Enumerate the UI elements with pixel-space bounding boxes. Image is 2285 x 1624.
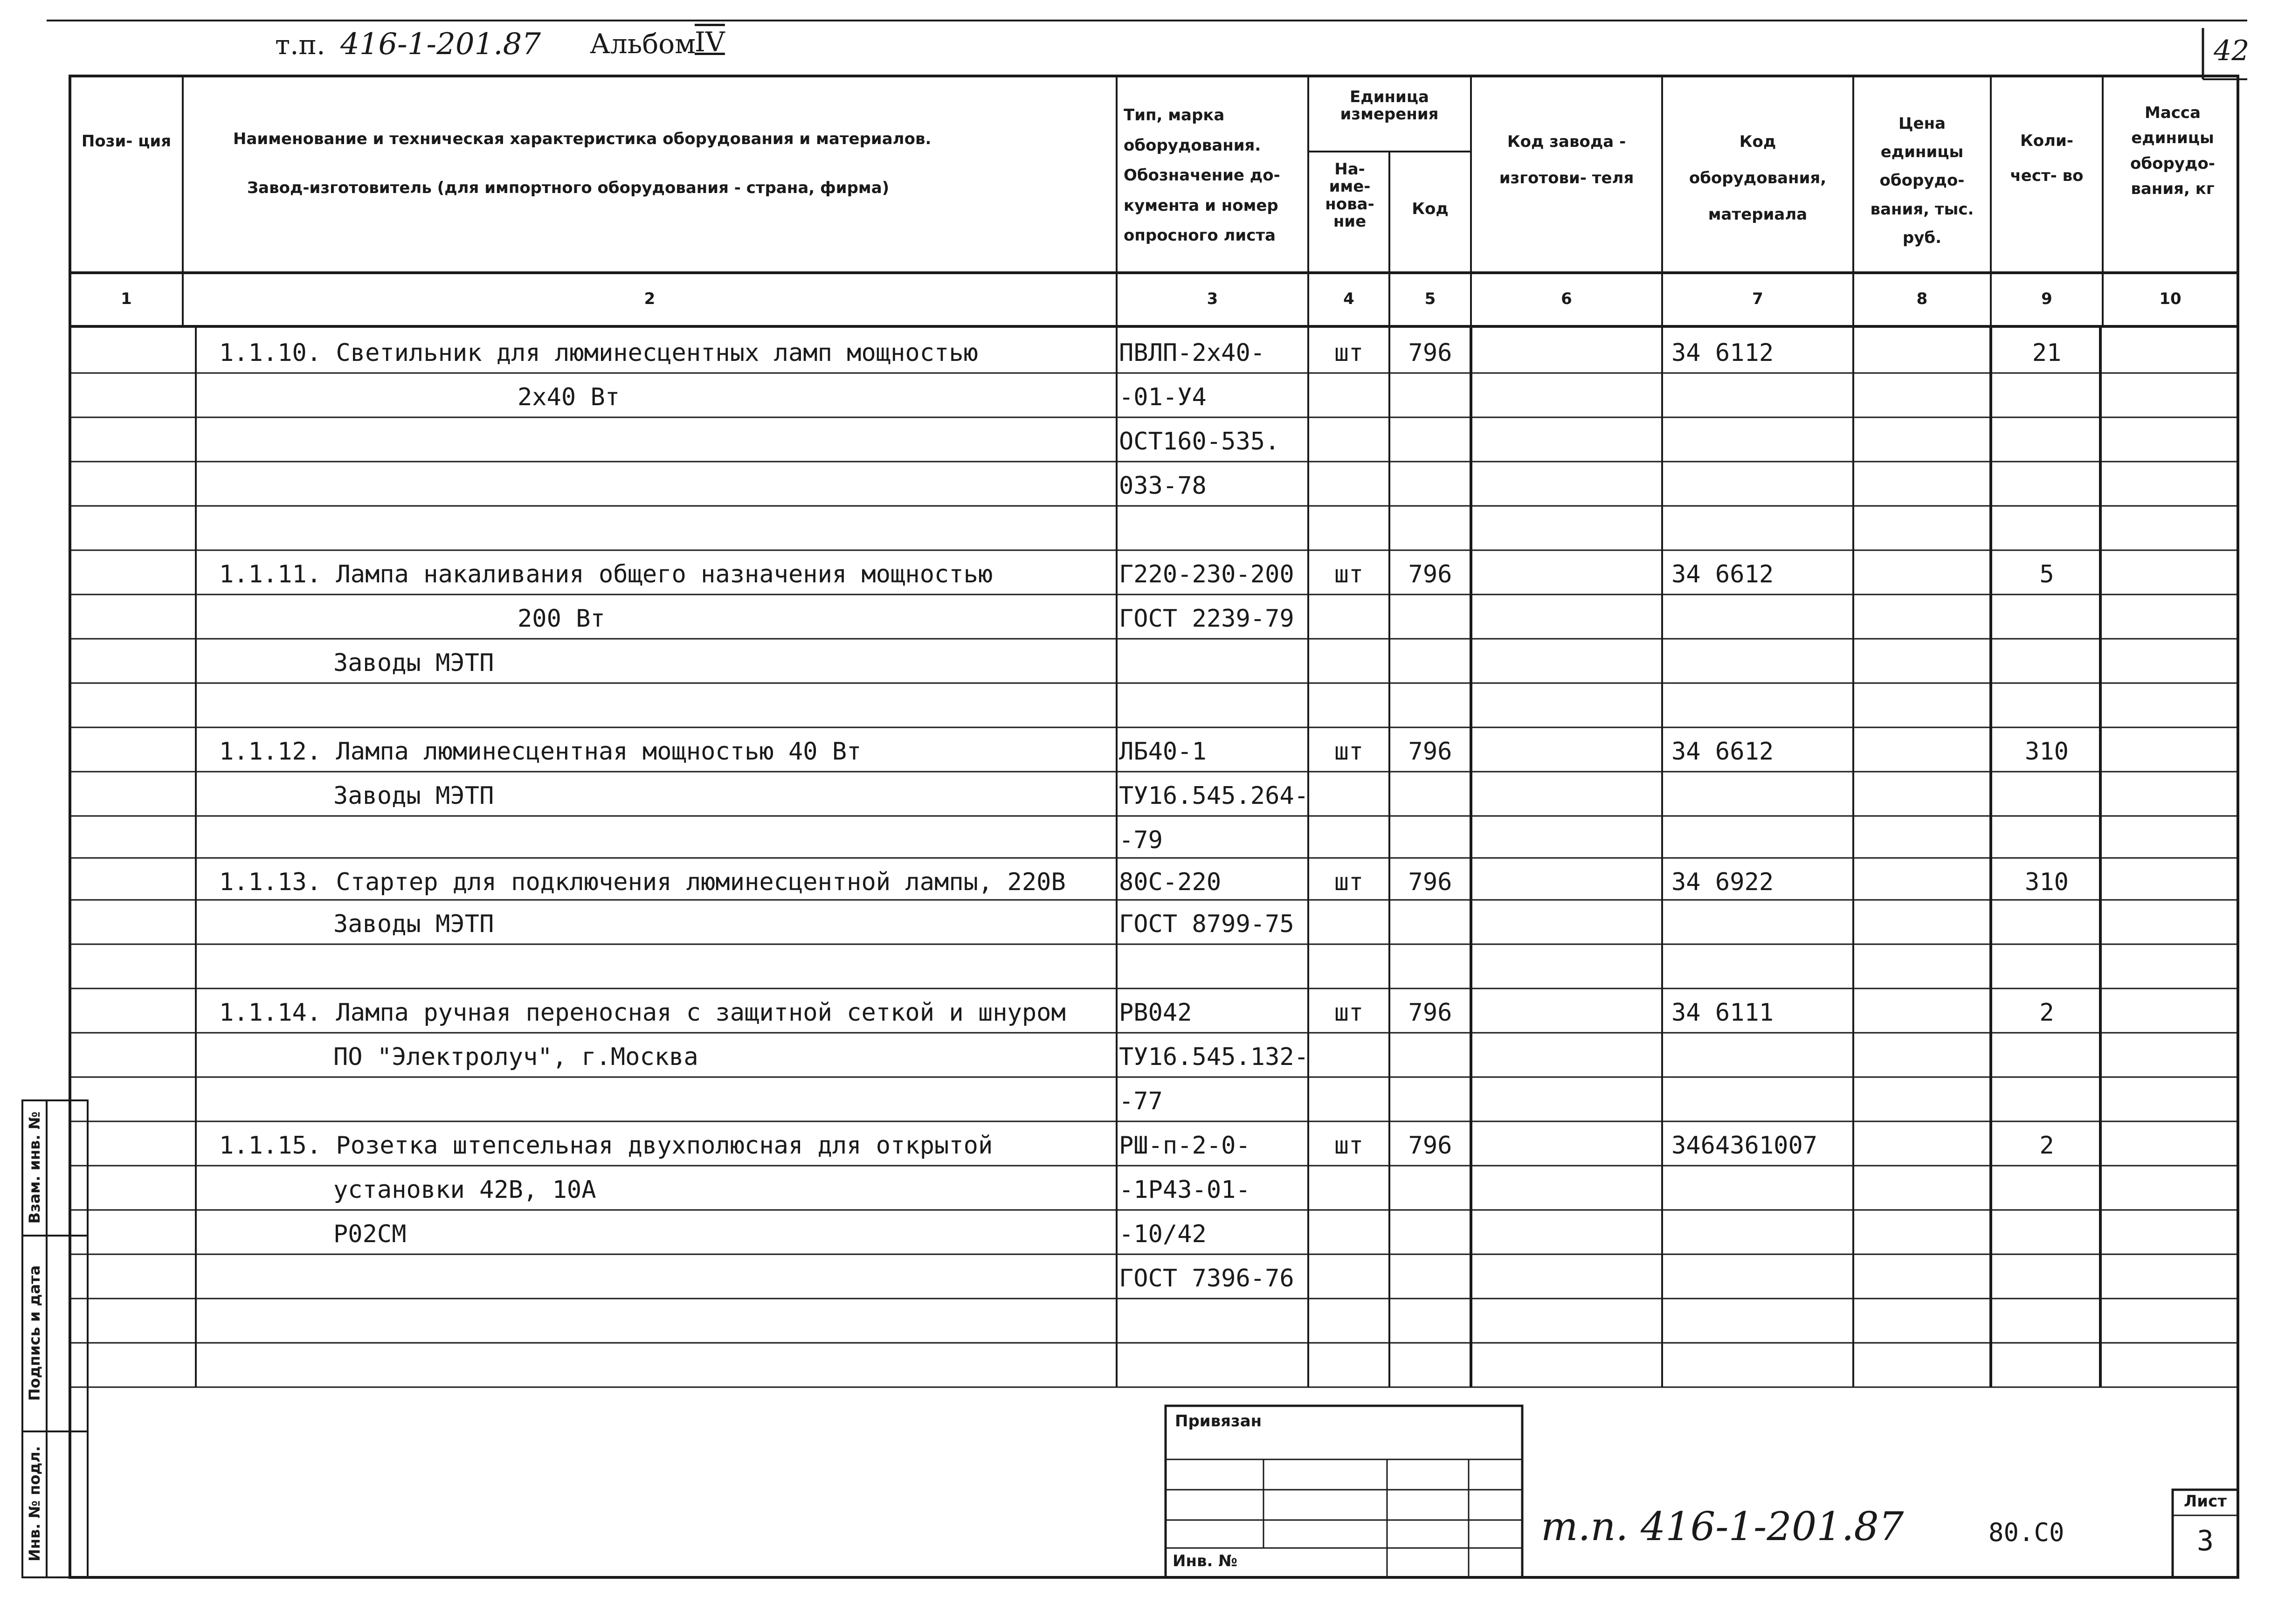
row-type: РШ-п-2-0-	[1119, 1132, 1250, 1160]
row-name: Р02СМ	[333, 1220, 407, 1248]
stamp-code: 80.С0	[1988, 1518, 2064, 1547]
column-number-4: 4	[1343, 290, 1354, 308]
row-name: 200 Вт	[518, 605, 605, 633]
row-quantity: 5	[2039, 560, 2054, 588]
row-unit-code: 796	[1408, 339, 1452, 367]
row-equipment-code: 34 6112	[1671, 339, 1774, 367]
tp-number-handwritten: 416-1-201.87	[340, 27, 541, 62]
row-type: ГОСТ 7396-76	[1119, 1265, 1294, 1292]
header-name-line1: Наименование и техническая характеристика оборудования и материалов.	[233, 130, 932, 148]
row-name: 1.1.12. Лампа люминесцентная мощностью 40 Вт	[219, 738, 862, 766]
row-type: -79	[1119, 826, 1163, 854]
column-number-6: 6	[1561, 290, 1572, 308]
header-unit-name: На- име- нова- ние	[1325, 160, 1374, 231]
header-position: Пози- ция	[81, 132, 172, 151]
row-unit: шт	[1334, 999, 1364, 1027]
row-type: ГОСТ 2239-79	[1119, 605, 1294, 633]
header-price: Цена единицы оборудо- вания, тыс. руб.	[1870, 114, 1974, 247]
header-unit-group: Единица измерения	[1340, 88, 1439, 124]
row-equipment-code: 3464361007	[1671, 1132, 1818, 1160]
row-type: ТУ16.545.132-	[1119, 1043, 1309, 1071]
column-number-7: 7	[1752, 290, 1763, 308]
stamp-inv-no: Инв. №	[1173, 1552, 1238, 1570]
stamp-doc-number: т.п. 416-1-201.87	[1541, 1504, 1904, 1549]
header-type: Тип, марка оборудования. Обозначение до- кумента и номер опросного листа	[1124, 106, 1280, 245]
column-number-2: 2	[644, 290, 656, 308]
column-number-8: 8	[1916, 290, 1928, 308]
header-mass: Масса единицы оборудо- вания, кг	[2130, 104, 2215, 199]
row-type: -10/42	[1119, 1220, 1207, 1248]
row-name: 1.1.14. Лампа ручная переносная с защитной сеткой и шнуром	[219, 999, 1066, 1027]
row-equipment-code: 34 6612	[1671, 560, 1774, 588]
header-quantity: Коли- чест- во	[2010, 131, 2084, 185]
row-unit: шт	[1334, 339, 1364, 367]
row-quantity: 310	[2025, 738, 2069, 766]
row-name: 1.1.13. Стартер для подключения люминесцентной лампы, 220В	[219, 868, 1066, 896]
row-name: ПО "Электролуч", г.Москва	[333, 1043, 698, 1071]
row-equipment-code: 34 6111	[1671, 999, 1774, 1027]
row-name: Заводы МЭТП	[333, 782, 494, 810]
row-quantity: 310	[2025, 868, 2069, 896]
row-quantity: 2	[2039, 999, 2054, 1027]
row-equipment-code: 34 6922	[1671, 868, 1774, 896]
row-type: ПВЛП-2х40-	[1119, 339, 1265, 367]
row-unit-code: 796	[1408, 560, 1452, 588]
row-quantity: 2	[2039, 1132, 2054, 1160]
row-name: 1.1.10. Светильник для люминесцентных ламп мощностью	[219, 339, 978, 367]
row-name: установки 42В, 10А	[333, 1176, 596, 1204]
side-stamp-vzam: Взам. инв. №	[26, 1111, 43, 1224]
row-name: Заводы МЭТП	[333, 910, 494, 938]
row-unit-code: 796	[1408, 868, 1452, 896]
row-unit-code: 796	[1408, 738, 1452, 766]
row-unit-code: 796	[1408, 1132, 1452, 1160]
side-stamp-inv-podl: Инв. № подл.	[26, 1446, 43, 1562]
row-type: ТУ16.545.264-	[1119, 782, 1309, 810]
row-type: ЛБ40-1	[1119, 738, 1207, 766]
row-type: -01-У4	[1119, 383, 1207, 411]
row-quantity: 21	[2032, 339, 2062, 367]
row-type: -1Р43-01-	[1119, 1176, 1250, 1204]
row-name: 2х40 Вт	[518, 383, 620, 411]
stamp-list-label: Лист	[2184, 1492, 2227, 1511]
stamp-list-number: 3	[2196, 1525, 2214, 1557]
tp-prefix: т.п.	[275, 29, 325, 61]
album-label: Альбом	[590, 28, 696, 60]
row-type: -77	[1119, 1087, 1163, 1115]
row-type: ОСТ160-535.	[1119, 428, 1280, 456]
row-type: Г220-230-200	[1119, 560, 1294, 588]
stamp-privyazan: Привязан	[1175, 1412, 1262, 1431]
header-name-line2: Завод-изготовитель (для импортного оборудования - страна, фирма)	[247, 179, 890, 197]
header-equipment-code: Код оборудования, материала	[1689, 132, 1827, 224]
row-type: ГОСТ 8799-75	[1119, 910, 1294, 938]
column-number-5: 5	[1424, 290, 1436, 308]
row-unit: шт	[1334, 738, 1364, 766]
row-unit: шт	[1334, 868, 1364, 896]
row-name: 1.1.15. Розетка штепсельная двухполюсная для открытой	[219, 1132, 993, 1160]
row-unit: шт	[1334, 560, 1364, 588]
side-stamp-podpis: Подпись и дата	[26, 1265, 43, 1401]
row-name: 1.1.11. Лампа накаливания общего назначения мощностью	[219, 560, 993, 588]
album-number: IV	[695, 26, 725, 58]
corner-sheet-number: 42	[2214, 35, 2250, 67]
row-unit-code: 796	[1408, 999, 1452, 1027]
column-number-10: 10	[2159, 290, 2181, 308]
header-plant-code: Код завода - изготови- теля	[1499, 132, 1634, 188]
column-number-9: 9	[2041, 290, 2052, 308]
row-type: 80С-220	[1119, 868, 1222, 896]
row-name: Заводы МЭТП	[333, 649, 494, 677]
row-type: 033-78	[1119, 472, 1207, 500]
column-number-3: 3	[1207, 290, 1218, 308]
row-unit: шт	[1334, 1132, 1364, 1160]
header-unit-code: Код	[1412, 200, 1449, 218]
row-equipment-code: 34 6612	[1671, 738, 1774, 766]
row-type: РВ042	[1119, 999, 1192, 1027]
column-number-1: 1	[121, 290, 132, 308]
